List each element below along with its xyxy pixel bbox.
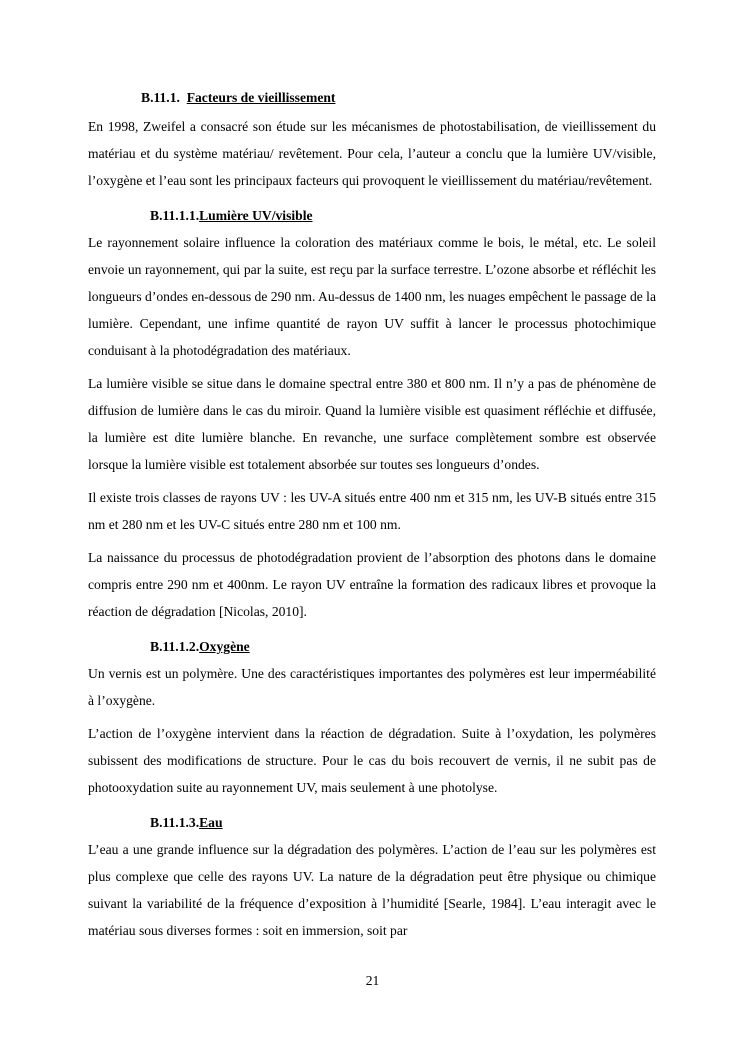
page-number: 21 <box>365 973 380 988</box>
paragraph: L’action de l’oxygène intervient dans la réaction de dégradation. Suite à l’oxydation, les polymères subissent des modifications de structure. Pour le cas du bois recouvert de vernis, il ne subit pas de photooxydation suite au rayonnement UV, mais seulement à une photolyse. <box>88 726 656 795</box>
subsection-number: B.11.1.2. <box>150 639 200 654</box>
section-number: B.11.1. <box>141 90 180 105</box>
intro-paragraph: En 1998, Zweifel a consacré son étude sur les mécanismes de photostabilisation, de vieillissement du matériau et du système matériau/ revêtement. Pour cela, l’auteur a conclu que la lumière UV/visible, l’oxygène et l’eau sont les principaux facteurs qui provoquent le vieillissement du matériau/revêtement. <box>88 119 656 188</box>
paragraph: L’eau a une grande influence sur la dégradation des polymères. L’action de l’eau sur les polymères est plus complexe que celle des rayons UV. La nature de la dégradation peut être physique ou chimique suivant la variabilité de la fréquence d’exposition à l’humidité [Searle, 1984]. L’eau interagit avec le matériau sous diverses formes : soit en immersion, soit par <box>88 842 656 938</box>
subsection-title: Eau <box>199 815 223 830</box>
subsection-number: B.11.1.1. <box>150 208 200 223</box>
paragraph: Le rayonnement solaire influence la coloration des matériaux comme le bois, le métal, etc. Le soleil envoie un rayonnement, qui par la suite, est reçu par la surface terrestre. L’ozone absorbe et réfléchit les longueurs d’ondes en-dessous de 290 nm. Au-dessus de 1400 nm, les nuages empêchent le passage de la lumière. Cependant, une infime quantité de rayon UV suffit à lancer le processus photochimique conduisant à la photodégradation des matériaux. <box>88 235 656 358</box>
paragraph: Un vernis est un polymère. Une des caractéristiques importantes des polymères est leur imperméabilité à l’oxygène. <box>88 666 656 708</box>
subsection-heading-uv <box>88 207 656 225</box>
subsection-heading-water <box>88 814 656 832</box>
section-heading <box>88 89 656 107</box>
subsection-heading-oxygen <box>88 638 656 656</box>
subsection-title: Lumière UV/visible <box>199 208 313 223</box>
paragraph: La lumière visible se situe dans le domaine spectral entre 380 et 800 nm. Il n’y a pas de phénomène de diffusion de lumière dans le cas du miroir. Quand la lumière visible est quasiment réfléchie et diffusée, la lumière est dite lumière blanche. En revanche, une surface complètement sombre est observée lorsque la lumière visible est totalement absorbée sur toutes ses longueurs d’ondes. <box>88 376 656 472</box>
paragraph: La naissance du processus de photodégradation provient de l’absorption des photons dans le domaine compris entre 290 nm et 400nm. Le rayon UV entraîne la formation des radicaux libres et provoque la réaction de dégradation [Nicolas, 2010]. <box>88 550 656 619</box>
section-title: Facteurs de vieillissement <box>186 90 336 105</box>
document-page <box>88 89 656 944</box>
subsection-number: B.11.1.3. <box>150 815 200 830</box>
paragraph: Il existe trois classes de rayons UV : les UV-A situés entre 400 nm et 315 nm, les UV-B situés entre 315 nm et 280 nm et les UV-C situés entre 280 nm et 100 nm. <box>88 490 656 532</box>
subsection-title: Oxygène <box>199 639 250 654</box>
